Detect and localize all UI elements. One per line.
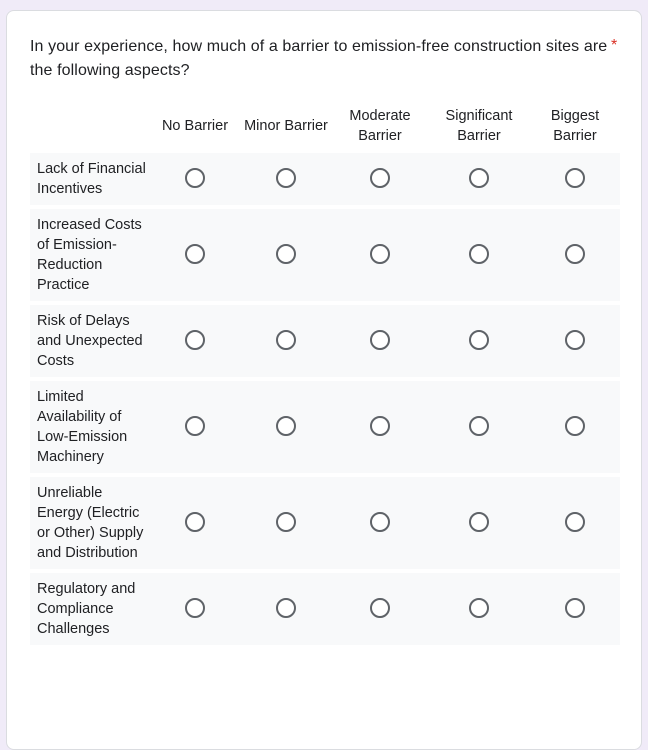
radio-no-barrier[interactable] xyxy=(185,330,205,350)
row-label: Risk of Delays and Unexpected Costs xyxy=(37,313,143,369)
column-header-significant-barrier: Significant Barrier xyxy=(445,108,513,144)
grid-row xyxy=(30,301,620,377)
radio-minor-barrier[interactable] xyxy=(276,598,296,618)
radio-no-barrier[interactable] xyxy=(185,168,205,188)
question-card xyxy=(6,10,642,750)
radio-significant-barrier[interactable] xyxy=(469,330,489,350)
row-label: Increased Costs of Emission-Reduction Practice xyxy=(37,217,142,293)
radio-moderate-barrier[interactable] xyxy=(370,330,390,350)
radio-significant-barrier[interactable] xyxy=(469,244,489,264)
grid-row xyxy=(30,569,620,645)
grid-header xyxy=(30,105,620,153)
radio-moderate-barrier[interactable] xyxy=(370,512,390,532)
row-label: Unreliable Energy (Electric or Other) Supply and Distribution xyxy=(37,485,144,561)
radio-minor-barrier[interactable] xyxy=(276,168,296,188)
radio-minor-barrier[interactable] xyxy=(276,416,296,436)
question-title: In your experience, how much of a barrier to emission-free construction sites are the following aspects? xyxy=(30,38,608,79)
row-label: Limited Availability of Low-Emission Machinery xyxy=(37,389,128,465)
row-label: Lack of Financial Incentives xyxy=(37,161,146,197)
radio-minor-barrier[interactable] xyxy=(276,244,296,264)
radio-no-barrier[interactable] xyxy=(185,598,205,618)
grid-row xyxy=(30,153,620,205)
grid-row xyxy=(30,205,620,301)
radio-biggest-barrier[interactable] xyxy=(565,168,585,188)
radio-minor-barrier[interactable] xyxy=(276,330,296,350)
radio-significant-barrier[interactable] xyxy=(469,598,489,618)
radio-no-barrier[interactable] xyxy=(185,244,205,264)
radio-no-barrier[interactable] xyxy=(185,512,205,532)
radio-significant-barrier[interactable] xyxy=(469,512,489,532)
grid-row xyxy=(30,473,620,569)
required-asterisk: * xyxy=(611,37,618,54)
row-label: Regulatory and Compliance Challenges xyxy=(37,581,136,637)
radio-moderate-barrier[interactable] xyxy=(370,244,390,264)
column-header-minor-barrier: Minor Barrier xyxy=(244,118,328,134)
radio-biggest-barrier[interactable] xyxy=(565,330,585,350)
radio-significant-barrier[interactable] xyxy=(469,168,489,188)
radio-minor-barrier[interactable] xyxy=(276,512,296,532)
column-header-no-barrier: No Barrier xyxy=(161,118,229,134)
radio-biggest-barrier[interactable] xyxy=(565,598,585,618)
column-header-biggest-barrier: Biggest Barrier xyxy=(550,108,600,144)
radio-moderate-barrier[interactable] xyxy=(370,416,390,436)
grid-row xyxy=(30,377,620,473)
grid-rows xyxy=(30,153,620,645)
radio-biggest-barrier[interactable] xyxy=(565,416,585,436)
radio-significant-barrier[interactable] xyxy=(469,416,489,436)
radio-biggest-barrier[interactable] xyxy=(565,244,585,264)
radio-no-barrier[interactable] xyxy=(185,416,205,436)
radio-moderate-barrier[interactable] xyxy=(370,598,390,618)
radio-moderate-barrier[interactable] xyxy=(370,168,390,188)
column-header-moderate-barrier: Moderate Barrier xyxy=(349,108,411,144)
radio-biggest-barrier[interactable] xyxy=(565,512,585,532)
